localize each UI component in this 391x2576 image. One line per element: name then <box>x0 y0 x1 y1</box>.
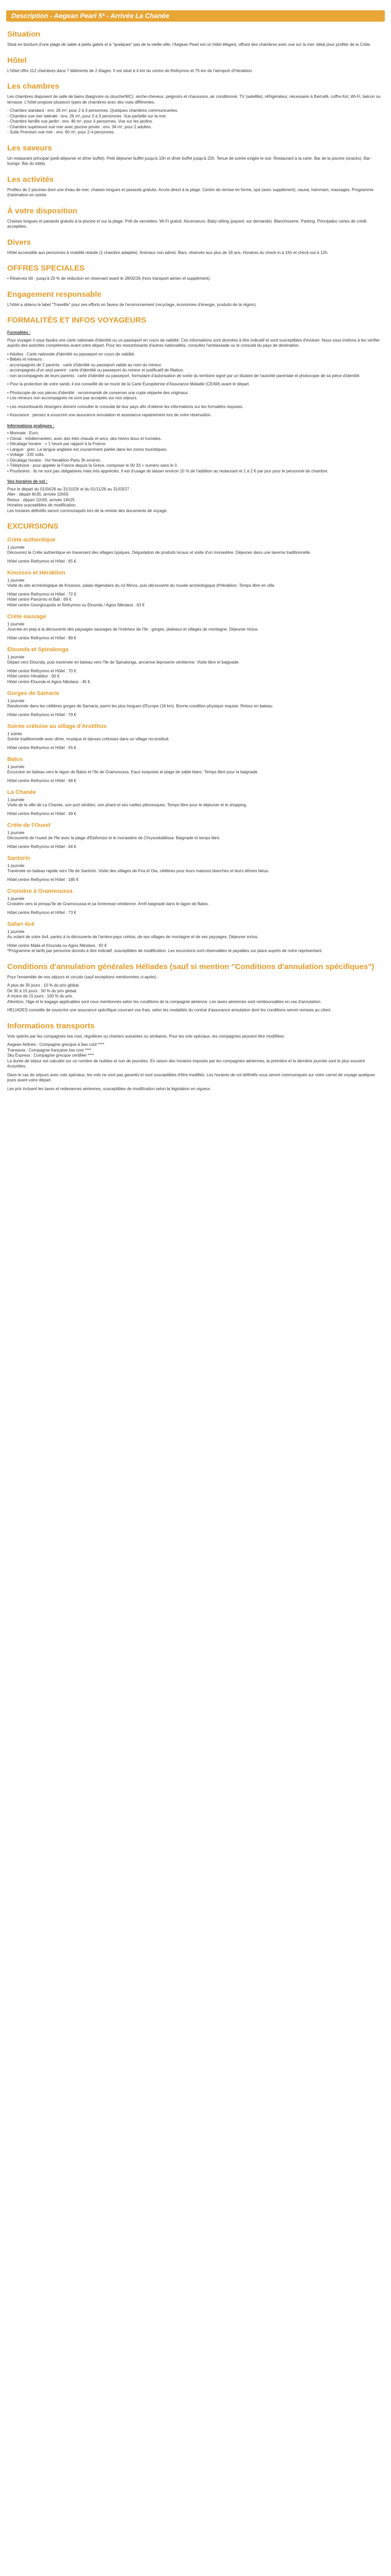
paragraph: Croisière vers la presqu'île de Gramvoussa et sa forteresse vénitienne. Arrêt baignade dans le lagon de Balos. <box>7 902 209 906</box>
paragraph: - non accompagnés de leurs parents : carte d'identité ou passeport, formulaire d'autorisation de sortie du territoire signé par un titulaire de l'autorité parentale et photocopie de sa pièce d'identité. <box>7 373 361 378</box>
text-line: 1 journée <box>7 764 25 769</box>
paragraph: La durée de séjour est calculée sur un nombre de nuitées et non de journées. En raison des horaires imposés par les compagnies aériennes, la première et la dernière journée sont le plus souvent écourtées. <box>7 1058 365 1069</box>
paragraph: • Les ressortissants étrangers doivent consulter le consulat de leur pays afin d'obtenir les informations sur les formalités requises. <box>7 404 243 409</box>
subsection-heading: La Chanée <box>7 789 36 795</box>
paragraph: *Programme et tarifs par personne donnés à titre indicatif, susceptibles de modification. Les excursions sont réservables et payables sur place auprès de notre représentant. <box>7 948 323 953</box>
text-line: Hôtel centre Georgioupolis et Rethymno ou Elounda / Agios Nikolaos : 63 € <box>7 602 145 607</box>
text-line: 1 journée <box>7 830 25 835</box>
text-line: Horaires susceptibles de modification. <box>7 503 77 507</box>
paragraph: Chaises longues et parasols gratuits à la piscine et sur la plage. Prêt de serviettes. Wi-Fi gratuit. Ascenseurs. Baby-sitting (payant, sur demande). Blanchisserie. Parking. Principales cartes de crédit acceptées. <box>7 218 367 229</box>
paragraph: Au volant de votre 4x4, partez à la découverte de l'arrière-pays crétois, de ses villages de montagne et de ses paysages. Déjeuner inclus. <box>7 935 259 939</box>
section-heading: Les chambres <box>7 82 59 91</box>
text-line: A plus de 30 jours : 10 % du prix global. <box>7 983 80 988</box>
text-line: Sky Express : Compagnie grecque certifiée **** <box>7 1053 94 1058</box>
text-line: Hôtel centre Rethymno et Hôtel : 70 € <box>7 668 76 673</box>
text-line: Hôtel centre Rethymno et Hôtel : 65 € <box>7 558 76 564</box>
text-line: • Téléphone : pour appeler la France depuis la Grèce, composer le 00 33 + numéro sans le 0. <box>7 463 178 468</box>
text-line: 1 journée <box>7 621 25 626</box>
subsection-heading: Knossos et Héraklion <box>7 570 66 576</box>
subsection-heading: Santorin <box>7 855 30 861</box>
paragraph: Excursion en bateau vers le lagon de Balos et l'île de Gramvoussa. Eaux turquoise et plage de sable blanc. Temps libre pour la baignade. <box>7 770 259 774</box>
text-line: • Voltage : 220 volts. <box>7 452 45 457</box>
text-line: - Chambre famille vue jardin : env. 46 m², pour 4 personnes. Vue sur les jardins. <box>7 119 153 124</box>
section-heading: À votre disposition <box>7 206 77 215</box>
subsection-heading: Crète authentique <box>7 537 56 543</box>
text-line: - Chambre standard : env. 26 m², pour 2 à 3 personnes. Quelques chambres communicantes. <box>7 108 178 113</box>
paragraph: Les prix incluent les taxes et redevances aériennes, susceptibles de modification selon la législation en vigueur. <box>7 1086 211 1091</box>
paragraph: Traversée en bateau rapide vers l'île de Santorin. Visite des villages de Fira et Oia, célèbres pour leurs maisons blanches et leurs dômes bleus. <box>7 869 270 873</box>
paragraph: Pour voyager il vous faudra une carte nationale d'identité ou un passeport en cours de validité. Ces informations sont données à titre indicatif et sont susceptibles d'évoluer. Nous vous invitons à les vérifier auprès des autorités compétentes avant votre départ. Pour les ressortissants d'autres nationalités, consultez l'ambassade ou le consulat du pays de destination. <box>7 337 380 348</box>
paragraph: L'hôtel a obtenu le label "Travelife" pour ses efforts en faveur de l'environnement (recyclage, économies d'énergie, produits de la région). <box>7 302 257 307</box>
text-line: • Décalage horaire : + 1 heure par rapport à la France. <box>7 442 107 446</box>
paragraph: Randonnée dans les célèbres gorges de Samaria, parmi les plus longues d'Europe (16 km). Bonne condition physique requise. Retour en bateau. <box>7 704 274 708</box>
text-line: • Langue : grec. La langue anglaise est couramment parlée dans les zones touristiques. <box>7 447 168 452</box>
subheading: Vos horaires de vol : <box>7 479 48 484</box>
text-line: 1 journée <box>7 863 25 868</box>
text-line: Retour : départ 11h50, arrivée 14h25 <box>7 497 75 502</box>
section-heading: Informations transports <box>7 1021 95 1030</box>
subsection-heading: Elounda et Spinalonga <box>7 647 69 653</box>
section-heading: Les saveurs <box>7 143 52 152</box>
text-line: Hôtel centre Panormo et Bali : 69 € <box>7 597 72 602</box>
text-line: Hôtel centre Elounda et Agios Nikolaos : 45 € <box>7 679 90 684</box>
text-line: • Monnaie : Euro. <box>7 431 39 435</box>
text-line: Hôtel centre Rethymno et Hôtel : 68 € <box>7 778 76 783</box>
paragraph: • Assurance : pensez à souscrire une assurance annulation et assistance rapatriement lors de votre réservation. <box>7 413 212 417</box>
text-line: Hôtel centre Rethymno et Hôtel : 89 € <box>7 635 76 640</box>
text-line: • Réservez tôt : jusqu'à 20 % de réduction en réservant avant le 28/02/26 (hors transport aérien et supplément). <box>7 276 211 281</box>
paragraph: Un restaurant principal (petit-déjeuner et dîner buffet). Petit déjeuner buffet jusqu'à 10h et dîner buffet jusqu'à 22h. Tenue de soirée exigée le soir. Restaurant à la carte. Bar de la piscine (snacks). Bar-lounge. Bar du lobby. <box>7 156 371 166</box>
paragraph: HELIADES conseille de souscrire une assurance spécifique couvrant vos frais, selon les modalités du contrat d'assurance annulation dont les conditions seront remises au client. <box>7 1008 332 1012</box>
text-line: • Adultes : Carte nationale d'identité ou passeport en cours de validité. <box>7 351 136 357</box>
paragraph: Visite du site archéologique de Knossos, palais légendaire du roi Minos, puis découverte du musée archéologique d'Héraklion. Temps libre en ville. <box>7 583 275 588</box>
section-heading: Conditions d'annulation générales Héliades (sauf si mention "Conditions d'annulation spécifiques") <box>7 962 374 971</box>
text-line: • Photocopie de vos pièces d'identité : recommandé de conserver une copie séparée des originaux. <box>7 390 189 395</box>
text-line: Hôtel centre Malia et Elounda ou Agios Nikolaos : 92 € <box>7 943 107 948</box>
page-title-banner <box>6 10 385 22</box>
paragraph: Dans le cas de séjours avec vols spéciaux, les vols ne sont pas garantis et sont susceptibles d'être modifiés. Les horaires de vol définitifs vous seront communiqués sur votre carnet de voyage quelques jours avant votre départ. <box>7 1072 376 1082</box>
text-line: 1 journée <box>7 654 25 659</box>
text-line: - accompagnés de 2 parents : carte d'identité ou passeport valide au nom du mineur. <box>7 362 162 367</box>
section-heading: FORMALITÉS ET INFOS VOYAGEURS <box>7 316 146 325</box>
text-line: 1 journée <box>7 929 25 934</box>
subsection-heading: Balos <box>7 756 23 762</box>
text-line: 1 journée <box>7 797 25 802</box>
text-line: 1 journée <box>7 545 25 550</box>
subsection-heading: Crète de l'Ouest <box>7 822 51 828</box>
section-heading: Hôtel <box>7 56 27 65</box>
text-line: 1 soirée <box>7 731 22 736</box>
paragraph: Soirée traditionnelle avec dîner, musique et danses crétoises dans un village reconstitué. <box>7 737 170 741</box>
document-content <box>0 30 391 1092</box>
paragraph: Journée en jeep à la découverte des paysages sauvages de l'intérieur de l'île : gorges, plateaux et villages de montagne. Déjeuner inclus. <box>7 627 259 632</box>
section-heading: EXCURSIONS <box>7 522 59 531</box>
text-line: • Climat : méditerranéen, avec des étés chauds et secs, des hivers doux et humides. <box>7 436 162 441</box>
text-line: 1 journée <box>7 578 25 583</box>
text-line: - Suite Premium vue mer : env. 60 m², pour 2-4 personnes. <box>7 130 115 134</box>
section-heading: Divers <box>7 238 31 247</box>
paragraph: Les horaires définitifs seront communiqués lors de la remise des documents de voyage. <box>7 508 168 513</box>
paragraph: Pour l'ensemble de nos séjours et circuits (sauf exceptions mentionnées ci-après) : <box>7 974 159 979</box>
subheading: Informations pratiques : <box>7 423 55 428</box>
subheading: Formalités : <box>7 330 31 335</box>
paragraph: Situé en bordure d'une plage de sable à petits galets et à "quelques" pas de la vieille ville, l'Aegean Pearl est un hôtel élégant, offrant des chambres avec vue sur la mer. Idéal pour profiter de la Crète. <box>7 42 371 47</box>
text-line: De 30 à 15 jours : 50 % du prix global. <box>7 988 77 993</box>
text-line: • Bébés et mineurs : <box>7 357 44 362</box>
section-heading: Engagement responsable <box>7 290 102 299</box>
subsection-heading: Croisière à Gramvoussa <box>7 888 73 894</box>
text-line: Hôtel centre Rethymno et Hôtel : 49 € <box>7 811 76 816</box>
text-line: - Chambre supérieure vue mer avec piscine privée : env. 34 m², pour 2 adultes. <box>7 124 152 129</box>
paragraph: Hôtel accessible aux personnes à mobilité réduite (1 chambre adaptée). Animaux non admis. Bars, réservés aux plus de 18 ans. Horaires du check-in à 15h et check-out à 12h. <box>7 250 329 255</box>
text-line: Hôtel centre Rethymno et Hôtel : 72 € <box>7 591 76 597</box>
paragraph: • Pourboires : ils ne sont pas obligatoires mais très appréciés. Il est d'usage de laisser environ 10 % de l'addition au restaurant et 1 à 2 € par jour pour le personnel de chambre. <box>7 468 329 473</box>
paragraph: Attention, l'âge et le bagage applicables sont ceux mentionnés selon les conditions de la compagnie aérienne. Les taxes aériennes sont remboursables en cas d'annulation. <box>7 999 322 1004</box>
text-line: 1 journée <box>7 698 25 703</box>
subsection-heading: Crète sauvage <box>7 614 46 620</box>
paragraph: Découvrez la Crète authentique en traversant des villages typiques. Dégustation de produits locaux et visite d'un monastère. Déjeuner dans une taverne traditionnelle. <box>7 550 311 555</box>
paragraph: • Pour la protection de votre santé, il est conseillé de se munir de la Carte Européenne d'Assurance Maladie (CEAM) avant le départ. <box>7 382 250 386</box>
paragraph: L'hôtel offre 112 chambres dans 7 bâtiments de 2 étages. Il est situé à 4 km du centre de Rethymno et 75 km de l'aéroport d'Héraklion. <box>7 68 253 73</box>
paragraph: Profitez de 2 piscines dont une d'eau de mer, chaises longues et parasols gratuits. Accès direct à la plage. Centre de remise en forme, spa (avec supplément), sauna, hammam, massages. Programme d'animation en soirée. <box>7 187 373 197</box>
text-line: Pour le départ du 01/04/26 au 31/10/26 et du 01/11/26 au 31/03/27 : <box>7 486 132 492</box>
text-line: Hôtel centre Rethymno et Hôtel : 55 € <box>7 745 76 750</box>
text-line: Aegean Airlines : Compagnie grecque à bas coût **** <box>7 1042 105 1047</box>
subsection-heading: Soirée crétoise au village d'Arolithos <box>7 723 107 730</box>
text-line: Hôtel centre Rethymno et Hôtel : 185 € <box>7 877 79 882</box>
section-heading: Les activités <box>7 175 54 184</box>
text-line: Hôtel centre Rethymno et Hôtel : 73 € <box>7 910 76 915</box>
text-line: Hôtel centre Rethymno et Hôtel : 79 € <box>7 712 76 717</box>
text-line: Aller : départ 6h35, arrivée 10h55 <box>7 492 69 497</box>
text-line: Transavia : Compagnie française low cost **** <box>7 1047 91 1053</box>
section-heading: OFFRES SPECIALES <box>7 264 85 273</box>
text-line: - Chambre vue mer latérale : env. 26 m², pour 2 à 3 personnes. Vue partielle sur la mer. <box>7 113 167 118</box>
paragraph: Vols opérés par les compagnies low cost, régulières ou charters suivantes ou similaires. Pour les vols spéciaux, les compagnies peuvent être modifiées. <box>7 1033 285 1039</box>
text-line: • Décalage horaire : Vol Heraklion-Paris 3h environ. <box>7 457 102 463</box>
subsection-heading: Gorges de Samaria <box>7 690 59 697</box>
text-line: Hôtel centre Héraklion : 60 € <box>7 674 60 679</box>
paragraph: Départ vers Elounda, puis traversée en bateau vers l'île de Spinalonga, ancienne léproserie vénitienne. Visite libre et baignade. <box>7 660 240 665</box>
text-line: - accompagnés d'un seul parent : carte d'identité ou passeport du mineur et justificatif de filiation. <box>7 368 184 372</box>
text-line: A moins de 15 jours : 100 % du prix. <box>7 994 74 998</box>
page-title: Description - Aegean Pearl 5* - Arrivée La Chanée <box>11 12 170 20</box>
text-line: Hôtel centre Rethymno et Hôtel : 64 € <box>7 844 76 849</box>
paragraph: Découverte de l'ouest de l'île avec la plage d'Elafonissi et le monastère de Chrysoskalitissa. Baignade et temps libre. <box>7 836 221 840</box>
paragraph: Les chambres disposent de salle de bains (baignoire ou douche/WC), sèche-cheveux, peignoirs et chaussons, air conditionné, TV (satellite), réfrigérateur, nécessaire à thé/café, coffre-fort, Wi-Fi, balcon ou terrasse. L'hôtel propose plusieurs types de chambres avec des vues différentes. <box>7 94 381 105</box>
paragraph: • Les mineurs non accompagnés ne sont pas acceptés sur nos séjours. <box>7 396 138 400</box>
text-line: 1 journée <box>7 896 25 901</box>
subsection-heading: Safari 4x4 <box>7 921 34 927</box>
page <box>0 10 391 1092</box>
paragraph: Visite de la ville de La Chanée, son port vénitien, son phare et ses ruelles pittoresques. Temps libre pour le déjeuner et le shopping. <box>7 803 248 807</box>
section-heading: Situation <box>7 30 41 39</box>
